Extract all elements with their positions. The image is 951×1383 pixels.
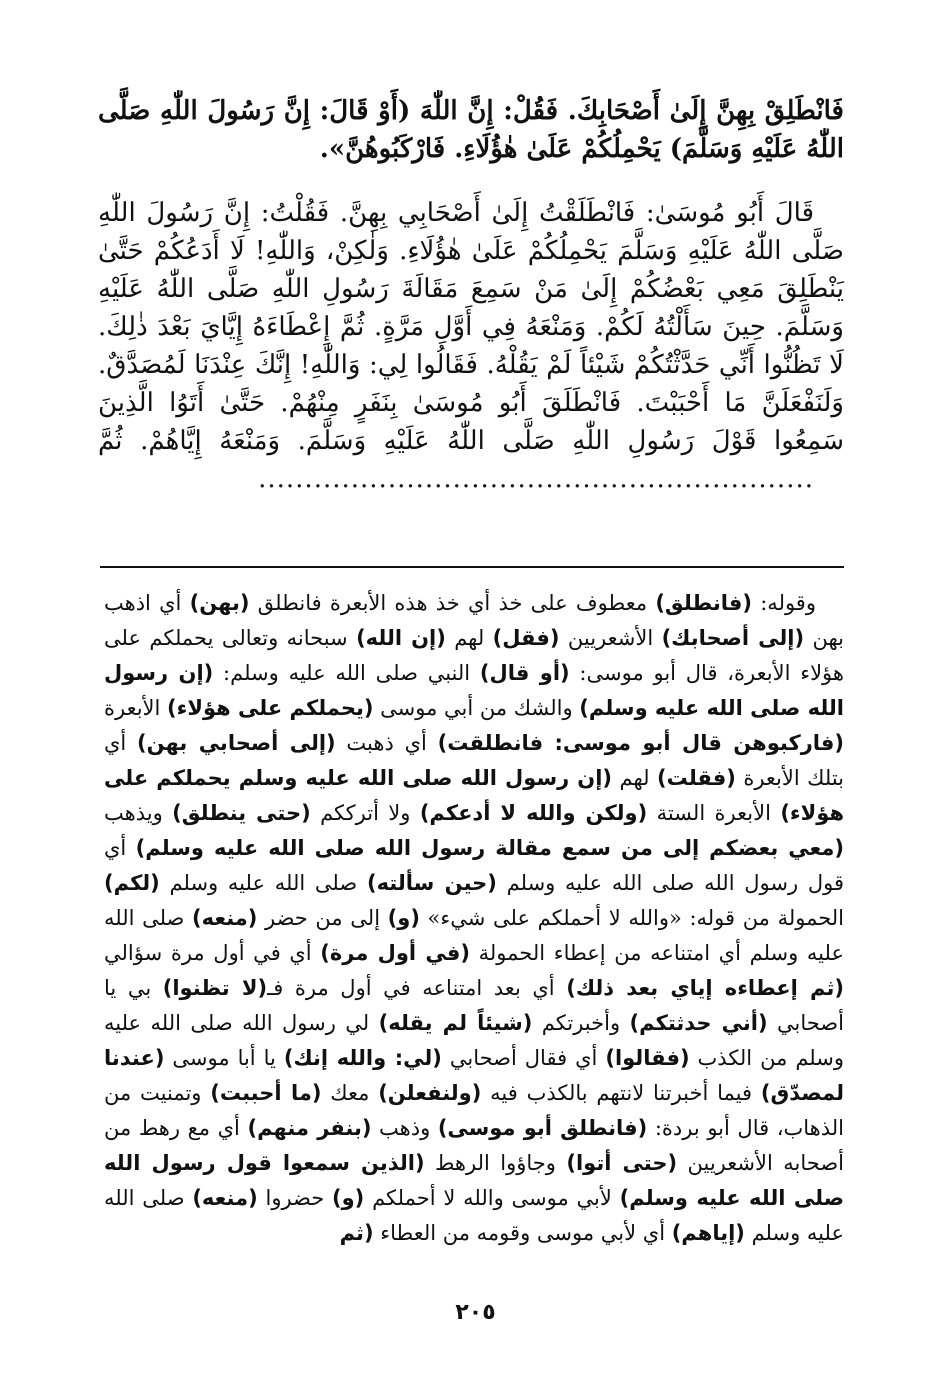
commentary-text: الأبعرة الستة (647, 801, 781, 825)
commentary-text: معطوف على خذ أي خذ هذه الأبعرة فانطلق (249, 591, 656, 615)
commentary-quoted-term: (حين سألته) (366, 871, 497, 895)
commentary-quoted-term: (فقل) (492, 626, 560, 650)
commentary-text: الأبعرة (103, 696, 168, 720)
commentary-quoted-term: (فقلت) (657, 766, 736, 790)
commentary-quoted-term: (أني حدثتكم) (629, 1011, 768, 1035)
commentary-text: أي اذهب بهن (104, 591, 845, 650)
commentary-paragraph (104, 586, 844, 1251)
commentary-text: يا أبا موسى (164, 1046, 284, 1070)
commentary-text: أي بتلك الأبعرة (104, 731, 845, 790)
main-text (98, 92, 844, 498)
commentary-text: أي لأبي موسى وقومه من العطاء (373, 1221, 672, 1245)
commentary-quoted-term: (معي بعضكم إلى من سمع مقالة رسول الله صلى الله عليه وسلم) (135, 836, 844, 860)
commentary-quoted-term: (حتى أتوا) (566, 1151, 678, 1175)
commentary-text: وجاؤوا الرهط (424, 1151, 567, 1175)
commentary-quoted-term: (إن رسول الله صلى الله عليه وسلم يحملكم على هؤلاء) (104, 766, 845, 825)
commentary-quoted-term: (لكم) (104, 871, 160, 895)
commentary-quoted-term: (إن رسول الله صلى الله عليه وسلم) (104, 661, 844, 720)
commentary-quoted-term: (بنفر منهم) (247, 1116, 372, 1140)
commentary-text: وذهب (371, 1116, 438, 1140)
commentary-text: صلى الله عليه وسلم أي امتناعه من إعطاء الحمولة (104, 906, 844, 965)
commentary-text: صلى الله عليه وسلم (104, 1186, 844, 1245)
commentary-quoted-term: (ولنفعلن) (378, 1081, 482, 1105)
commentary-text: سبحانه وتعالى يحملكم على هؤلاء الأبعرة، قال أبو موسى: (104, 626, 844, 685)
commentary-quoted-term: (إن الله) (356, 626, 446, 650)
commentary-quoted-term: (ثم (339, 1221, 374, 1245)
commentary-text: وقوله: (752, 591, 816, 615)
commentary-text: فيما أخبرتنا لانتهم بالكذب فيه (481, 1081, 761, 1105)
commentary-text: أي قول رسول الله صلى الله عليه وسلم (104, 836, 845, 895)
commentary-text: لأبي موسى والله لا أحملكم (364, 1186, 620, 1210)
commentary-quoted-term: (لا تظنوا) (162, 976, 268, 1000)
commentary-text: ولا أترككم (310, 801, 420, 825)
commentary-quoted-term: (فقالوا) (605, 1046, 690, 1070)
commentary-text: الأشعريين (559, 626, 662, 650)
commentary-quoted-term: (أو قال) (479, 661, 570, 685)
commentary-text: والشك من أبي موسى (373, 696, 580, 720)
commentary-quoted-term: (في أول مرة) (320, 941, 470, 965)
commentary-text: صلى الله عليه وسلم (159, 871, 367, 895)
commentary-text: أي في أول مرة سؤالي (104, 941, 321, 965)
commentary-text: الحمولة من قوله: «والله لا أحملكم على شيء» (419, 906, 844, 930)
commentary-quoted-term: (و) (387, 906, 420, 930)
commentary-quoted-term: (الذين سمعوا قول رسول الله صلى الله عليه وسلم) (104, 1151, 844, 1210)
footnote-divider (100, 566, 844, 568)
commentary-text: أي فقال أصحابي (441, 1046, 606, 1070)
main-paragraph-2 (98, 194, 844, 498)
commentary-text: وتمنيت من الذهاب، قال أبو بردة: (104, 1081, 844, 1140)
commentary-quoted-term: (منعه) (192, 906, 258, 930)
commentary-quoted-term: (و) (332, 1186, 365, 1210)
commentary-quoted-term: (بهن) (189, 591, 250, 615)
commentary-quoted-term: (فاركبوهن قال أبو موسى: فانطلقت) (437, 731, 845, 755)
commentary-text: حضروا (257, 1186, 333, 1210)
commentary-text: ويذهب (104, 801, 173, 825)
commentary-quoted-term: (ثم إعطاءه إياي بعد ذلك) (566, 976, 844, 1000)
main-paragraph-1: فَانْطَلِقْ بِهِنَّ إِلَىٰ أَصْحَابِكَ. فَقُلْ: إِنَّ اللّٰهَ (أَوْ قَالَ: إِنَّ رَسُولَ اللّٰهِ صَلَّى اللّٰهُ عَلَيْهِ وَسَلَّمَ) يَحْمِلُكُمْ عَلَىٰ هٰؤُلَاءِ. فَارْكَبُوهُنَّ». (98, 96, 844, 164)
commentary-text: أي مع رهط من أصحابه الأشعريين (104, 1116, 844, 1175)
commentary (104, 586, 844, 1251)
commentary-quoted-term: (إلى أصحابك) (661, 626, 805, 650)
commentary-quoted-term: (عندنا لمصدّق) (104, 1046, 845, 1105)
continuation-dots: ............................................................ (258, 464, 814, 494)
commentary-quoted-term: (يحملكم على هؤلاء) (167, 696, 374, 720)
commentary-text: أي بعد امتناعه في أول مرة فـ (267, 976, 567, 1000)
commentary-quoted-term: (حتى ينطلق) (172, 801, 311, 825)
commentary-text: إلى من حضر (257, 906, 388, 930)
page-number: ٢٠٥ (455, 1300, 496, 1325)
commentary-text: لهم (612, 766, 657, 790)
commentary-quoted-term: (لي: والله إنك) (283, 1046, 442, 1070)
commentary-quoted-term: (فانطلق) (655, 591, 753, 615)
main-paragraph-2-text: قَالَ أَبُو مُوسَىٰ: فَانْطَلَقْتُ إِلَىٰ أَصْحَابِي بِهِنَّ. فَقُلْتُ: إِنَّ رَسُولَ اللّٰهِ صَلَّى اللّٰهُ عَلَيْهِ وَسَلَّمَ يَحْمِلُكُمْ عَلَىٰ هٰؤُلَاءِ. وَلٰكِنْ، وَاللّٰهِ! لَا أَدَعُكُمْ حَتَّىٰ يَنْطَلِقَ مَعِي بَعْضُكُمْ إِلَىٰ مَنْ سَمِعَ مَقَالَةَ رَسُولِ اللّٰهِ صَلَّى اللّٰهُ عَلَيْهِ وَسَلَّمَ. حِينَ سَأَلْتُهُ لَكُمْ. وَمَنْعَهُ فِي أَوَّلِ مَرَّةٍ. ثُمَّ إِعْطَاءَهُ إِيَّايَ بَعْدَ ذٰلِكَ. لَا تَظُنُّوا أَنِّي حَدَّثْتُكُمْ شَيْئاً لَمْ يَقُلْهُ. فَقَالُوا لِي: وَاللّٰهِ! إِنَّكَ عِنْدَنَا لَمُصَدَّقٌ. وَلَنَفْعَلَنَّ مَا أَحْبَبْتَ. فَانْطَلَقَ أَبُو مُوسَىٰ بِنَفَرٍ مِنْهُمْ. حَتَّىٰ أَتَوُا الَّذِينَ سَمِعُوا قَوْلَ رَسُولِ اللّٰهِ صَلَّى اللّٰهُ عَلَيْهِ وَسَلَّمَ. وَمَنْعَهُ إِيَّاهُمْ. ثُمَّ (98, 198, 844, 456)
commentary-quoted-term: (فانطلق أبو موسى) (437, 1116, 648, 1140)
commentary-quoted-term: (إياهم) (671, 1221, 745, 1245)
commentary-quoted-term: (منعه) (192, 1186, 258, 1210)
commentary-quoted-term: (ولكن والله لا أدعكم) (419, 801, 648, 825)
commentary-quoted-term: (إلى أصحابي بهن) (137, 731, 336, 755)
commentary-text: النبي صلى الله عليه وسلم: (213, 661, 480, 685)
commentary-text: وأخبرتكم (532, 1011, 630, 1035)
commentary-text: بي يا أصحابي (104, 976, 844, 1035)
commentary-quoted-term: (ما أحببت) (210, 1081, 322, 1105)
commentary-quoted-term: (شيئاً لم يقله) (378, 1011, 533, 1035)
commentary-text: لي رسول الله صلى الله عليه وسلم من الكذب (104, 1011, 844, 1070)
commentary-text: معك (321, 1081, 379, 1105)
commentary-text: أي ذهبت (335, 731, 438, 755)
commentary-text: لهم (445, 626, 493, 650)
